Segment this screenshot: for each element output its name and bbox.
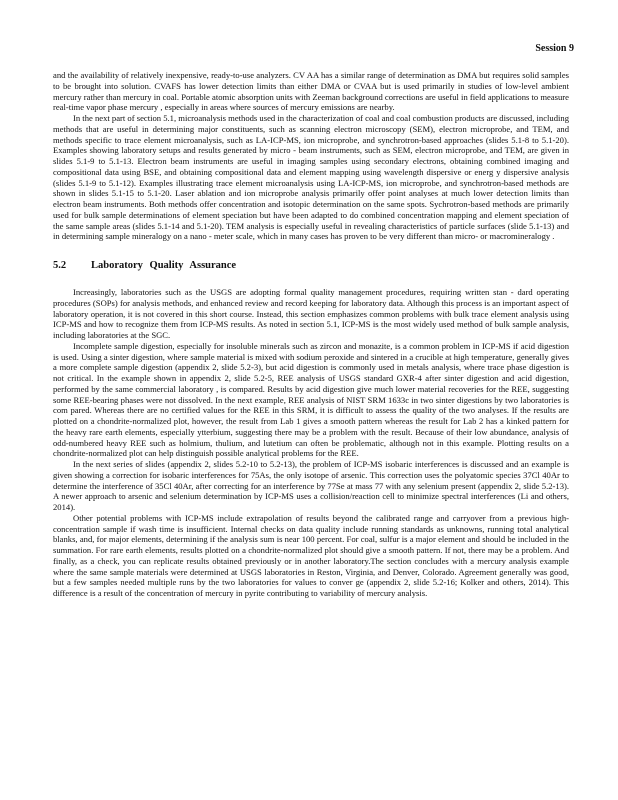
section-title: Laboratory Quality Assurance: [91, 260, 237, 271]
page-content: [53, 70, 569, 599]
paragraph: and the availability of relatively inexpensive, ready-to-use analyzers. CV AA has a similar range of determination as DMA but requires solid samples to be brought into solution. CVAFS has lower detection limits than either DMA or CVAA but is used primarily in studies of low-level ambient mercury rather than mercury in coal. Portable atomic absorption units with Zeeman background corrections are useful in field applications to measure real-time vapor phase mercury , especially in areas where sources of mercury emissions are nearby.: [53, 70, 569, 113]
section-number: 5.2: [53, 260, 67, 271]
paragraph: In the next part of section 5.1, microanalysis methods used in the characterization of coal and coal combustion products are discussed, including methods that are useful in determining major constituents, such as scanning electron microscopy (SEM), electron microprobe, and TEM, and methods specific to trace element microanalysis, such as LA-ICP-MS, ion microprobe, and synchrotron-based approaches (slides 5.1-8 to 5.1-20). Examples showing laboratory setups and results generated by micro - beam instruments, such as SEM, electron microprobe, and TEM, are given in slides 5.1-9 to 5.1-13. Electron beam instruments are useful in imaging samples using secondary electrons, obtaining combined imaging and compositional data using BSE, and obtaining compositional data and element mapping using wavelength dispersive or energ y dispersive analysis (slides 5.1-9 to 5.1-12). Examples illustrating trace element microanalysis using LA-ICP-MS, ion microprobe, and synchrotron-based methods are shown in slides 5.1-15 to 5.1-20. Laser ablation and ion microprobe analysis primarily offer point analyses at much lower detection limits than electron beam instruments. Both methods offer concentration and isotopic determination on the same spots. Sychrotron-based methods are primarily used for bulk sample determinations of element speciation but have been adapted to do combined concentration mapping and element speciation of the same sample areas (slides 5.1-14 and 5.1-20). TEM analysis is especially useful in revealing characteristics of particle surfaces (slide 5.1-13) and in determining sample mineralogy on a nano - meter scale, which in many cases has proven to be very different than micro- or macromineralogy .: [53, 113, 569, 242]
paragraph: Other potential problems with ICP-MS include extrapolation of results beyond the calibrated range and carryover from a previous high-concentration sample if wash time is insufficient. Internal checks on data quality include running standards as unknowns, running total analytical blanks, and, for major elements, determining if the analysis sum is near 100 percent. For coal, sulfur is a major element and should be included in the summation. For rare earth elements, results plotted on a chondrite-normalized plot should give a smooth pattern. If not, there may be a problem. And finally, as a check, you can replicate results obtained previously or in another laboratory.The section concludes with a mercury analysis example where the same sample materials were determined at USGS laboratories in Reston, Virginia, and Denver, Colorado. Agreement generally was good, but a few samples needed multiple runs by the two laboratories for values to conver ge (appendix 2, slide 5.2-16; Kolker and others, 2014). This difference is a result of the concentration of mercury in pyrite contributing to variability of mercury analysis.: [53, 512, 569, 598]
page-header: Session 9: [535, 43, 574, 54]
paragraph: Increasingly, laboratories such as the USGS are adopting formal quality management procedures, requiring written stan - dard operating procedures (SOPs) for analysis methods, and enhanced review and record keeping for laboratory data. Although this process is an important aspect of laboratory operation, it is not covered in this short course. Instead, this section emphasizes common problems with bulk trace element analysis using ICP-MS and how to recognize them from ICP-MS results. As noted in section 5.1, ICP-MS is the most widely used method of bulk sample analysis, including laboratories at the SGC.: [53, 287, 569, 340]
section-heading: [53, 260, 569, 271]
paragraph: Incomplete sample digestion, especially for insoluble minerals such as zircon and monazite, is a common problem in ICP-MS if acid digestion is used. Using a sinter digestion, where sample material is mixed with sodium peroxide and sintered in a crucible at high temperature, generally gives a more complete sample digestion (appendix 2, slide 5.2-3), but acid digestion is commonly used in metals analysis, where trace phase digestion is not critical. In the example shown in appendix 2, slide 5.2-5, REE analysis of USGS standard GXR-4 after sinter digestion and acid digestion, performed by the same commercial laboratory , is compared. Results by acid digestion give much lower material recoveries for the REE, suggesting some REE-bearing phases were not dissolved. In the next example, REE analysis of NIST SRM 1633c in two sinter digestions by two laboratories is com pared. Whereas there are no certified values for the REE in this SRM, it is difficult to assess the quality of the two analyses. If the results are plotted on a chondrite-normalized plot, however, the result from Lab 1 gives a smooth pattern whereas the result for Lab 2 has a kinked pattern for the heavy rare earth elements, especially ytterbium, suggesting there may be a problem with the result. Because of their low abundance, analysis of odd-numbered heavy REE such as holmium, thulium, and lutetium can often be problematic, although not in this example. Plotting results on a chondrite-normalized plot can help distinguish possible analytical problems for the REE.: [53, 340, 569, 459]
paragraph: In the next series of slides (appendix 2, slides 5.2-10 to 5.2-13), the problem of ICP-MS isobaric interferences is discussed and an example is given showing a correction for isobaric interferences for 75As, the only isotope of arsenic. This correction uses the polyatomic species 37Cl 40Ar to determine the interference of 35Cl 40Ar, after correcting for an interference by 77Se at mass 77 with any selenium present (appendix 2, slide 5.2-13). A newer approach to arsenic and selenium determination by ICP-MS uses a collision/reaction cell to minimize spectral interferences (Li and others, 2014).: [53, 459, 569, 512]
